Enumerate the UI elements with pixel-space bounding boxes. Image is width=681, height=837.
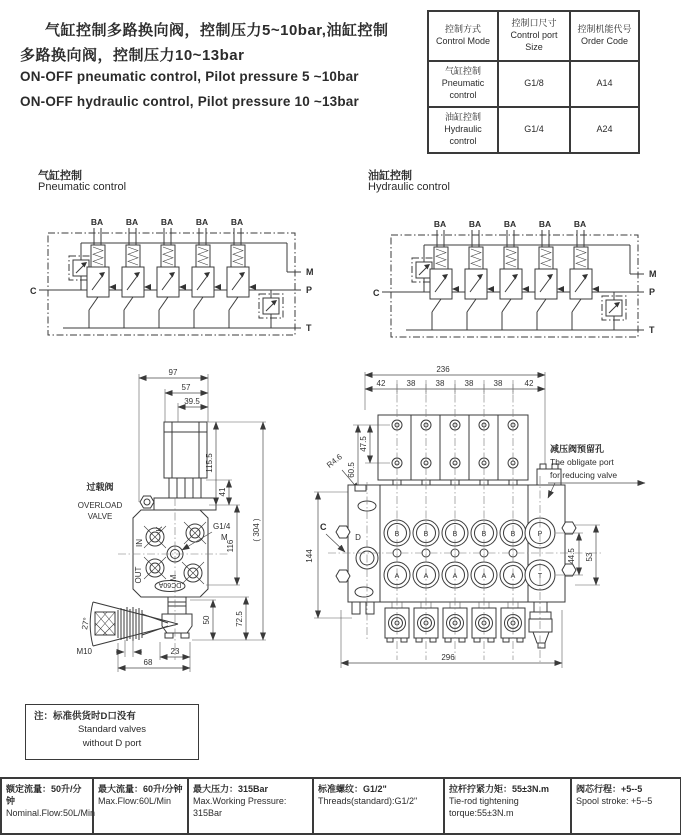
obligate-port-en1: The obligate port: [550, 457, 614, 467]
work-port-label: BA: [433, 219, 447, 229]
svg-text:A: A: [423, 573, 429, 580]
dim-236: 236: [436, 365, 450, 374]
intro-line-cn-1: 气缸控制多路换向阀，控制压力5~10bar,油缸控制: [45, 22, 389, 39]
thread-label-g14: G1/4: [213, 522, 231, 531]
port-label-t: T: [306, 323, 312, 333]
dim-seg: 38: [464, 379, 474, 388]
dim-144: 144: [305, 549, 314, 563]
dim-m10: M10: [76, 647, 92, 656]
hydraulic-circuit-title-cn: 油缸控制: [368, 170, 412, 182]
spec-max-pressure: 最大压力：315Bar Max.Working Pressure: 315Bar: [188, 778, 313, 834]
specification-table: [0, 777, 681, 835]
dim-41: 41: [218, 487, 227, 497]
bottom-caps: [385, 602, 552, 648]
port-label-in: IN: [135, 539, 144, 547]
standard-supply-note: [25, 704, 199, 760]
dim-72-5: 72.5: [235, 611, 244, 627]
dim-seg: 38: [435, 379, 445, 388]
table-row-hydraulic-mode: 油缸控制 Hydraulic control: [428, 107, 498, 153]
work-port-label: BA: [125, 217, 139, 227]
dim-seg: 38: [406, 379, 416, 388]
svg-text:P: P: [537, 531, 543, 538]
pneumatic-circuit-title-cn: 气缸控制: [38, 170, 82, 182]
pneumatic-circuit-title-en: Pneumatic control: [38, 181, 127, 193]
work-port-label: BA: [468, 219, 482, 229]
port-label-d: D: [355, 533, 361, 542]
overload-valve-label-en2: VALVE: [87, 512, 113, 521]
table-row-pneumatic-code: A14: [570, 61, 639, 107]
dim-44-5: 44.5: [567, 548, 576, 564]
svg-text:A: A: [510, 573, 516, 580]
work-port-label: BA: [538, 219, 552, 229]
dim-116: 116: [226, 539, 235, 553]
spec-nominal-flow: 额定流量：50升/分钟 Nominal.Flow:50L/Min: [1, 778, 93, 834]
hex-plug: [562, 564, 576, 576]
svg-text:A: A: [452, 573, 458, 580]
intro-line-en-2: ON-OFF hydraulic control, Pilot pressure 10 ~13bar: [20, 94, 359, 109]
intro-line-cn-2: 多路换向阀，控制压力10~13bar: [20, 47, 245, 64]
table-row-hydraulic-port: G1/4: [498, 107, 570, 153]
obligate-port-en2: for reducing valve: [550, 470, 618, 480]
port-label-c: C: [373, 288, 380, 298]
work-port-label: BA: [195, 217, 209, 227]
dim-60-5: 60.5: [347, 462, 356, 478]
work-port-label: BA: [160, 217, 174, 227]
top-bonnet-block: [378, 415, 528, 485]
intro-line-en-1: ON-OFF pneumatic control, Pilot pressure 5 ~10bar: [20, 69, 359, 84]
dim-115-5: 115.5: [205, 453, 214, 473]
table-row-hydraulic-code: A24: [570, 107, 639, 153]
port-label-c: C: [320, 522, 327, 532]
model-label: DC60A: [158, 581, 182, 588]
pneumatic-circuit-diagram: [25, 210, 325, 345]
hydraulic-circuit-title-en: Hydraulic control: [368, 181, 450, 193]
port-label-p: P: [649, 287, 656, 297]
unloader-valve-symbol: [259, 290, 283, 328]
port-label-m: M: [306, 267, 314, 277]
dim-53: 53: [585, 552, 594, 562]
note-line-cn: 注：标准供货时D口没有: [34, 711, 136, 722]
hex-plug: [336, 526, 350, 538]
dim-68: 68: [143, 658, 153, 667]
dim-39-5: 39.5: [184, 397, 200, 406]
port-label-t: T: [649, 325, 655, 335]
dim-304: ( 304 ): [252, 518, 261, 542]
table-header-order-code: 控制机能代号 Order Code: [570, 11, 639, 61]
hex-plug: [562, 522, 576, 534]
dim-angle-27: 27°: [80, 616, 92, 631]
port-label-k: K: [155, 526, 164, 532]
port-label-m: M: [169, 574, 178, 582]
work-port-label: BA: [90, 217, 104, 227]
thread-label-m: M: [221, 533, 228, 542]
svg-text:A: A: [481, 573, 487, 580]
work-port-label: BA: [230, 217, 244, 227]
svg-text:A: A: [394, 573, 400, 580]
overload-valve-label-cn: 过载阀: [86, 482, 114, 492]
dim-296: 296: [441, 653, 455, 662]
port-label-p: P: [306, 285, 313, 295]
dim-50: 50: [202, 615, 211, 625]
table-row-pneumatic-port: G1/8: [498, 61, 570, 107]
svg-text:B: B: [423, 531, 429, 538]
svg-text:B: B: [452, 531, 458, 538]
spec-spool-stroke: 阀芯行程：+5--5 Spool stroke: +5--5: [571, 778, 681, 834]
side-view-drawing: [20, 362, 290, 692]
note-line-en1: Standard valves: [77, 724, 147, 736]
svg-text:B: B: [481, 531, 487, 538]
unloader-valve-symbol: [602, 292, 626, 330]
note-line-en2: without D port: [82, 737, 142, 749]
obligate-port-cn: 减压阀预留孔: [550, 444, 605, 454]
order-code-table: [427, 10, 640, 154]
front-view-drawing: [300, 360, 681, 680]
hex-plug: [336, 570, 350, 582]
hydraulic-circuit-diagram: [368, 212, 668, 347]
table-header-port-size: 控制口尺寸 Control port Size: [498, 11, 570, 61]
dim-seg: 42: [376, 379, 386, 388]
overload-valve-bolt: [140, 496, 154, 508]
dim-97: 97: [168, 368, 178, 377]
dim-seg: 42: [524, 379, 534, 388]
port-label-c: C: [30, 286, 37, 296]
dim-r4-6: R4.6: [325, 452, 344, 470]
dim-47-5: 47.5: [359, 436, 368, 452]
spec-tie-rod-torque: 拉杆拧紧力矩：55±3N.m Tie-rod tightening torque:55±3N.m: [444, 778, 571, 834]
dim-23: 23: [170, 647, 180, 656]
spec-max-flow: 最大流量：60升/分钟 Max.Flow:60L/Min: [93, 778, 188, 834]
bottom-stem-and-cap: [162, 597, 192, 638]
table-header-control-mode: 控制方式 Control Mode: [428, 11, 498, 61]
dim-seg: 38: [493, 379, 503, 388]
dim-57: 57: [181, 383, 191, 392]
relief-adjuster: [529, 602, 552, 648]
overload-valve-label-en1: OVERLOAD: [77, 501, 123, 510]
work-port-label: BA: [573, 219, 587, 229]
port-label-m: M: [649, 269, 657, 279]
table-row-pneumatic-mode: 气缸控制 Pneumatic control: [428, 61, 498, 107]
work-port-label: BA: [503, 219, 517, 229]
port-label-out: OUT: [134, 566, 143, 584]
svg-text:B: B: [394, 531, 400, 538]
svg-text:T: T: [537, 573, 543, 580]
spec-threads: 标准螺纹：G1/2" Threads(standard):G1/2": [313, 778, 444, 834]
svg-text:B: B: [510, 531, 516, 538]
